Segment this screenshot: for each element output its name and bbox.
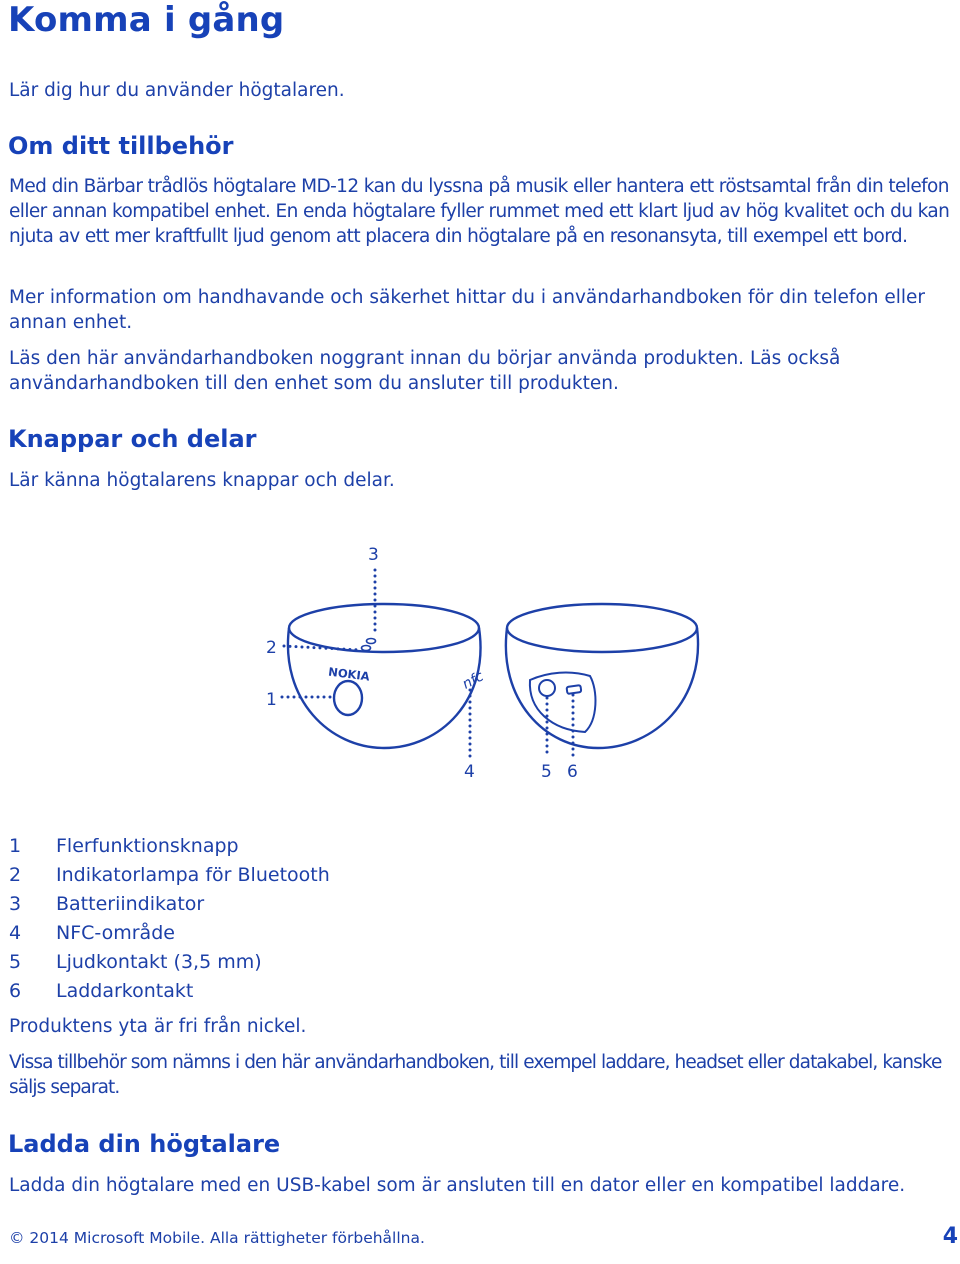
speaker-brand-logo: NOKIA [327,664,371,684]
list-item [9,948,330,977]
bluetooth-indicator-light [362,646,371,651]
keys-intro: Lär känna högtalarens knappar och delar. [9,470,395,491]
heading-keys: Knappar och delar [8,425,257,453]
part-number: 6 [9,980,22,1002]
copyright-footer: © 2014 Microsoft Mobile. Alla rättigheter förbehållna. [9,1229,425,1247]
part-label: Laddarkontakt [56,980,194,1002]
part-number: 2 [9,864,22,886]
heading-charge: Ladda din högtalare [8,1130,281,1158]
part-number: 3 [9,893,22,915]
charge-text: Ladda din högtalare med en USB-kabel som är ansluten till en dator eller en kompatibel laddare. [9,1175,906,1196]
about-paragraph-2: Mer information om handhavande och säkerhet hittar du i användarhandboken för din telefon eller annan enhet. [9,287,926,333]
about-paragraph-1: Med din Bärbar trådlös högtalare MD-12 kan du lyssna på musik eller hantera ett röstsamtal från din telefon eller annan kompatibel enhet. En enda högtalare fyller rummet med ett klart ljud av hög kvalitet och du kan njuta av ett mer kraftfullt ljud genom att placera din högtalare på en resonansyta, till exempel ett bord. [9,176,950,247]
part-label: NFC-område [56,922,175,944]
speaker-diagram [0,530,960,790]
callout-3: 3 [368,545,379,565]
list-item [9,977,330,1006]
part-number: 1 [9,835,22,857]
page-number: 4 [942,1224,958,1249]
multifunction-button [334,681,362,715]
callout-leaders [282,570,573,758]
nickel-note: Produktens yta är fri från nickel. [9,1016,307,1037]
callout-1: 1 [266,690,277,710]
callout-2: 2 [266,638,277,658]
speaker-front [288,604,481,748]
callout-4: 4 [464,762,475,782]
list-item [9,890,330,919]
page-title: Komma i gång [8,0,285,40]
part-label: Ljudkontakt (3,5 mm) [56,951,262,973]
part-number: 4 [9,922,22,944]
nfc-mark: nfc [459,668,487,693]
part-label: Indikatorlampa för Bluetooth [56,864,330,886]
part-label: Batteriindikator [56,893,205,915]
intro-text: Lär dig hur du använder högtalaren. [9,80,345,101]
part-label: Flerfunktionsknapp [56,835,239,857]
audio-jack [539,680,555,696]
accessories-note: Vissa tillbehör som nämns i den här användarhandboken, till exempel laddare, headset eller datakabel, kanske säljs separat. [9,1052,942,1098]
about-paragraph-3: Läs den här användarhandboken noggrant innan du börjar använda produkten. Läs också användarhandboken till den enhet som du ansluter till produkten. [9,348,841,394]
part-number: 5 [9,951,22,973]
battery-indicator-light [367,639,376,644]
charger-port [567,685,582,694]
heading-about: Om ditt tillbehör [8,132,234,160]
list-item [9,832,330,861]
callout-6: 6 [567,762,578,782]
speaker-back [506,604,698,748]
list-item [9,919,330,948]
parts-list [9,832,330,1006]
callout-5: 5 [541,762,552,782]
list-item [9,861,330,890]
